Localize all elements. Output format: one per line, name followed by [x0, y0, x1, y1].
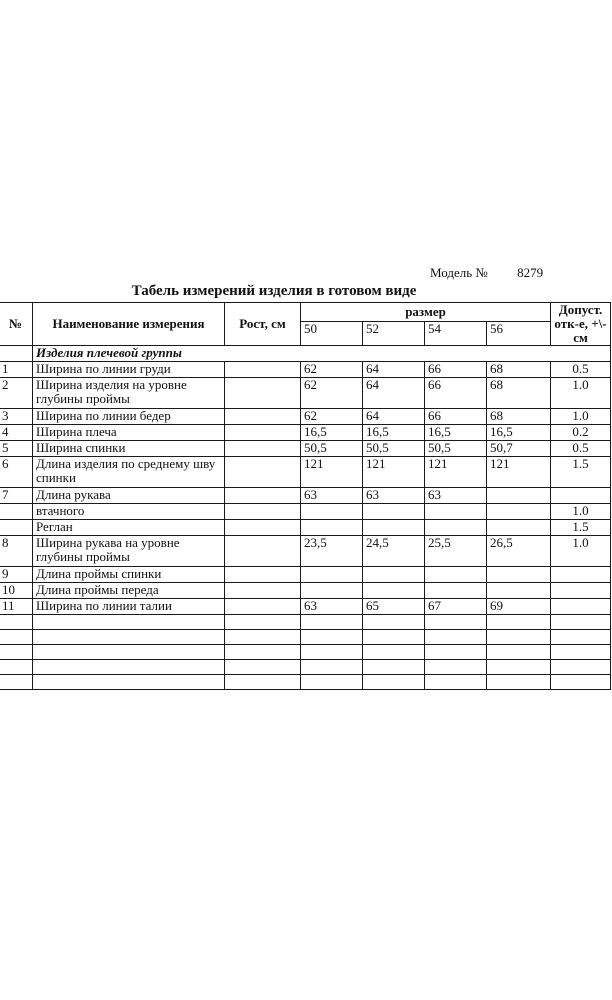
empty-cell — [33, 615, 225, 630]
measurement-name-cell: Ширина спинки — [33, 441, 225, 457]
empty-cell — [363, 675, 425, 690]
height-cell — [225, 536, 301, 567]
size-value-cell — [363, 520, 425, 536]
size-value-cell — [487, 583, 551, 599]
size-value-cell — [363, 504, 425, 520]
size-value-cell: 50,5 — [363, 441, 425, 457]
size-value-cell — [487, 520, 551, 536]
empty-row — [0, 615, 611, 630]
measurement-name-cell: Реглан — [33, 520, 225, 536]
size-header-cell: 52 — [363, 321, 425, 345]
row-number-cell: 9 — [0, 567, 33, 583]
tolerance-cell: 0.5 — [551, 362, 611, 378]
table-row — [0, 425, 611, 441]
size-value-cell — [487, 567, 551, 583]
size-value-cell: 50,5 — [301, 441, 363, 457]
size-value-cell: 63 — [425, 488, 487, 504]
empty-cell — [33, 675, 225, 690]
empty-cell — [487, 675, 551, 690]
height-cell — [225, 567, 301, 583]
size-value-cell: 69 — [487, 599, 551, 615]
tolerance-cell: 1.5 — [551, 520, 611, 536]
row-number-cell — [0, 520, 33, 536]
table-row — [0, 520, 611, 536]
empty-cell — [425, 645, 487, 660]
tolerance-cell: 1.5 — [551, 457, 611, 488]
tolerance-cell: 1.0 — [551, 378, 611, 409]
empty-cell — [363, 615, 425, 630]
empty-cell — [0, 660, 33, 675]
size-value-cell — [487, 504, 551, 520]
header-size: размер — [301, 303, 551, 322]
height-cell — [225, 409, 301, 425]
size-value-cell: 63 — [301, 488, 363, 504]
row-number-cell: 3 — [0, 409, 33, 425]
size-value-cell: 16,5 — [425, 425, 487, 441]
empty-cell — [487, 615, 551, 630]
empty-cell — [551, 660, 611, 675]
document-title: Табель измерений изделия в готовом виде — [131, 283, 417, 299]
size-header-cell: 56 — [487, 321, 551, 345]
empty-row — [0, 660, 611, 675]
row-number-cell: 11 — [0, 599, 33, 615]
size-value-cell: 23,5 — [301, 536, 363, 567]
empty-cell — [0, 630, 33, 645]
height-cell — [225, 488, 301, 504]
row-number-cell: 8 — [0, 536, 33, 567]
empty-cell — [363, 660, 425, 675]
header-name: Наименование измерения — [33, 303, 225, 346]
table-row — [0, 378, 611, 409]
size-value-cell — [425, 583, 487, 599]
size-value-cell: 63 — [301, 599, 363, 615]
row-number-cell: 6 — [0, 457, 33, 488]
header-tolerance: Допуст. отк-е, +\-см — [551, 303, 611, 346]
section-title: Изделия плечевой группы — [33, 346, 611, 362]
row-number-cell: 5 — [0, 441, 33, 457]
row-number-cell: 4 — [0, 425, 33, 441]
size-value-cell: 68 — [487, 409, 551, 425]
empty-cell — [225, 630, 301, 645]
size-value-cell: 16,5 — [301, 425, 363, 441]
size-value-cell: 68 — [487, 362, 551, 378]
empty-cell — [363, 645, 425, 660]
empty-cell — [33, 630, 225, 645]
size-value-cell: 25,5 — [425, 536, 487, 567]
empty-cell — [225, 675, 301, 690]
size-value-cell — [425, 567, 487, 583]
tolerance-cell — [551, 567, 611, 583]
size-value-cell: 50,7 — [487, 441, 551, 457]
size-value-cell — [363, 567, 425, 583]
measurement-name-cell: Ширина рукава на уровне глубины проймы — [33, 536, 225, 567]
empty-cell — [301, 615, 363, 630]
row-number-cell — [0, 504, 33, 520]
height-cell — [225, 441, 301, 457]
measurement-name-cell: Длина проймы спинки — [33, 567, 225, 583]
size-value-cell: 62 — [301, 378, 363, 409]
size-value-cell — [363, 583, 425, 599]
empty-cell — [551, 645, 611, 660]
table-row — [0, 362, 611, 378]
table-row — [0, 567, 611, 583]
empty-cell — [487, 630, 551, 645]
tolerance-cell — [551, 583, 611, 599]
measurement-name-cell: втачного — [33, 504, 225, 520]
tolerance-cell: 1.0 — [551, 504, 611, 520]
size-value-cell: 121 — [425, 457, 487, 488]
table-row — [0, 457, 611, 488]
height-cell — [225, 583, 301, 599]
height-cell — [225, 425, 301, 441]
empty-cell — [0, 675, 33, 690]
measurement-name-cell: Ширина плеча — [33, 425, 225, 441]
size-value-cell: 64 — [363, 362, 425, 378]
size-value-cell — [301, 504, 363, 520]
size-value-cell: 24,5 — [363, 536, 425, 567]
tolerance-cell — [551, 488, 611, 504]
table-row — [0, 536, 611, 567]
table-row — [0, 441, 611, 457]
height-cell — [225, 599, 301, 615]
height-cell — [225, 520, 301, 536]
size-value-cell — [425, 520, 487, 536]
size-value-cell — [487, 488, 551, 504]
empty-cell — [301, 660, 363, 675]
measurement-name-cell: Ширина по линии груди — [33, 362, 225, 378]
size-value-cell — [301, 567, 363, 583]
tolerance-cell: 0.2 — [551, 425, 611, 441]
size-value-cell: 66 — [425, 409, 487, 425]
size-value-cell: 66 — [425, 362, 487, 378]
empty-row — [0, 645, 611, 660]
row-number-cell: 1 — [0, 362, 33, 378]
section-spacer — [0, 346, 33, 362]
size-value-cell: 64 — [363, 378, 425, 409]
empty-cell — [301, 675, 363, 690]
size-value-cell: 65 — [363, 599, 425, 615]
tolerance-cell: 0.5 — [551, 441, 611, 457]
empty-cell — [487, 645, 551, 660]
table-row — [0, 409, 611, 425]
size-value-cell: 66 — [425, 378, 487, 409]
model-number: 8279 — [517, 265, 544, 280]
size-value-cell — [425, 504, 487, 520]
height-cell — [225, 457, 301, 488]
height-cell — [225, 378, 301, 409]
size-value-cell: 121 — [487, 457, 551, 488]
size-value-cell: 64 — [363, 409, 425, 425]
size-value-cell: 16,5 — [363, 425, 425, 441]
empty-cell — [425, 630, 487, 645]
size-header-cell: 50 — [301, 321, 363, 345]
empty-cell — [425, 615, 487, 630]
empty-cell — [551, 615, 611, 630]
table-row — [0, 504, 611, 520]
header-number: № — [0, 303, 33, 346]
size-value-cell: 121 — [363, 457, 425, 488]
tolerance-cell: 1.0 — [551, 536, 611, 567]
size-value-cell: 62 — [301, 409, 363, 425]
size-value-cell: 62 — [301, 362, 363, 378]
header-height: Рост, см — [225, 303, 301, 346]
empty-row — [0, 630, 611, 645]
empty-cell — [225, 645, 301, 660]
measurement-name-cell: Ширина по линии талии — [33, 599, 225, 615]
model-line — [430, 265, 543, 281]
size-header-cell: 54 — [425, 321, 487, 345]
model-label: Модель № — [430, 265, 488, 280]
empty-cell — [551, 630, 611, 645]
empty-cell — [225, 660, 301, 675]
empty-cell — [301, 645, 363, 660]
table-row — [0, 488, 611, 504]
empty-cell — [363, 630, 425, 645]
empty-cell — [425, 675, 487, 690]
table-row — [0, 599, 611, 615]
measurement-name-cell: Ширина изделия на уровне глубины проймы — [33, 378, 225, 409]
size-value-cell: 63 — [363, 488, 425, 504]
empty-cell — [301, 630, 363, 645]
measurement-table — [0, 302, 611, 690]
empty-row — [0, 675, 611, 690]
empty-cell — [0, 645, 33, 660]
row-number-cell: 7 — [0, 488, 33, 504]
height-cell — [225, 362, 301, 378]
size-value-cell: 121 — [301, 457, 363, 488]
size-value-cell: 68 — [487, 378, 551, 409]
measurement-name-cell: Длина рукава — [33, 488, 225, 504]
size-value-cell — [301, 520, 363, 536]
row-number-cell: 2 — [0, 378, 33, 409]
tolerance-cell: 1.0 — [551, 409, 611, 425]
measurement-name-cell: Длина изделия по среднему шву спинки — [33, 457, 225, 488]
empty-cell — [551, 675, 611, 690]
empty-cell — [0, 615, 33, 630]
height-cell — [225, 504, 301, 520]
empty-cell — [225, 615, 301, 630]
size-value-cell: 26,5 — [487, 536, 551, 567]
empty-cell — [425, 660, 487, 675]
empty-cell — [487, 660, 551, 675]
table-row — [0, 583, 611, 599]
tolerance-cell — [551, 599, 611, 615]
size-value-cell: 50,5 — [425, 441, 487, 457]
measurement-name-cell: Ширина по линии бедер — [33, 409, 225, 425]
size-value-cell — [301, 583, 363, 599]
size-value-cell: 16,5 — [487, 425, 551, 441]
measurement-name-cell: Длина проймы переда — [33, 583, 225, 599]
size-value-cell: 67 — [425, 599, 487, 615]
empty-cell — [33, 660, 225, 675]
row-number-cell: 10 — [0, 583, 33, 599]
section-row — [0, 346, 611, 362]
empty-cell — [33, 645, 225, 660]
